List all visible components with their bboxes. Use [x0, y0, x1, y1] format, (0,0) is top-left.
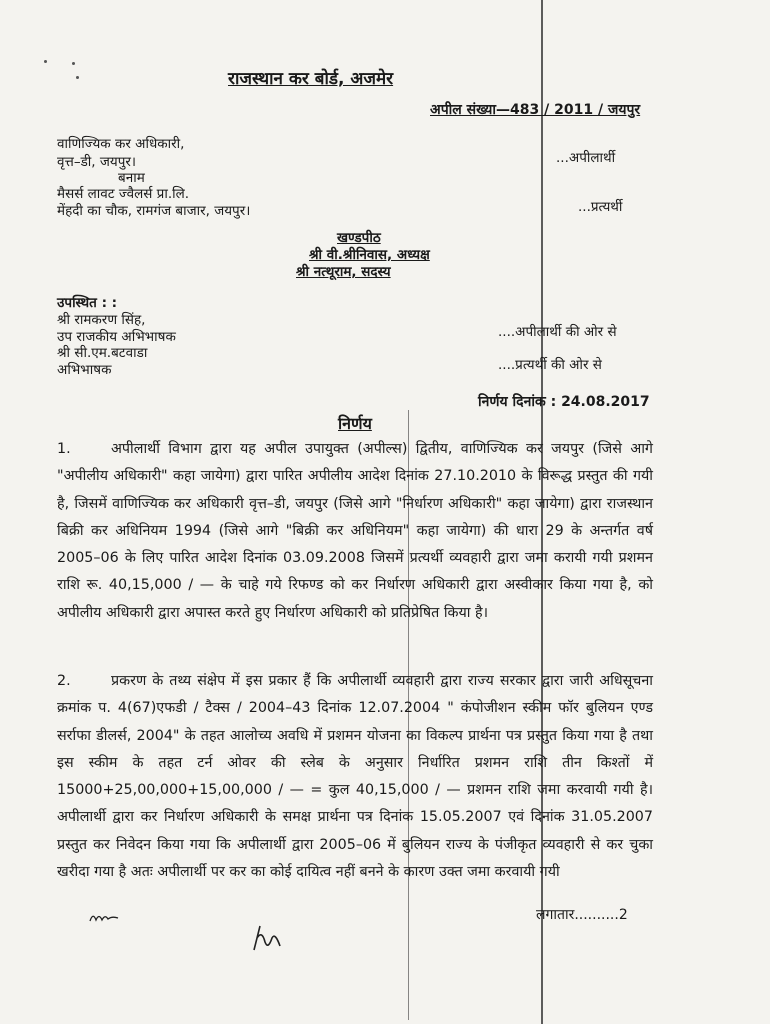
counsel-respondent-role: ....प्रत्यर्थी की ओर से — [498, 357, 602, 373]
bench-member-chair: श्री वी.श्रीनिवास, अध्यक्ष — [309, 247, 430, 263]
versus-label: बनाम — [118, 170, 145, 186]
decision-heading: निर्णय — [338, 414, 372, 433]
present-heading: उपस्थित : : — [57, 295, 118, 311]
counsel-appellant-title: उप राजकीय अभिभाषक — [57, 329, 176, 345]
paragraph-2 — [57, 668, 653, 886]
respondent-address: मेंहदी का चौक, रामगंज बाजार, जयपुर। — [57, 203, 251, 219]
counsel-respondent-name: श्री सी.एम.बटवाडा — [57, 345, 148, 361]
handwritten-signature — [248, 920, 284, 956]
continued-marker: लगातार..........2 — [536, 907, 628, 923]
appellant-address: वृत्त–डी, जयपुर। — [57, 154, 137, 170]
document-title: राजस्थान कर बोर्ड, अजमेर — [228, 69, 394, 89]
decision-date: निर्णय दिनांक : 24.08.2017 — [478, 394, 650, 410]
counsel-appellant-name: श्री रामकरण सिंह, — [57, 312, 146, 328]
counsel-appellant-role: ....अपीलार्थी की ओर से — [498, 324, 617, 340]
paragraph-text: प्रकरण के तथ्य संक्षेप में इस प्रकार हैं कि अपीलार्थी व्यवहारी द्वारा राज्य सरकार द्वारा जारी अधिसूचना क्रमांक प. 4(67)एफडी / टैक्स / 2004–43 दिनांक 12.07.2004 " कंपोजीशन स्कीम फॉर बुलियन एण्ड सर्राफा डीलर्स, 2004" के तहत आलोच्य अवधि में प्रशमन योजना का विकल्प प्रार्थना पत्र प्रस्तुत किया गया है तथा इस स्कीम के तहत टर्न ओवर की स्लेब के अनुसार निर्धारित प्रशमन राशि तीन किश्तों में 15000+25,00,000+15,00,000 / — = कुल 40,15,000 / — प्रशमन राशि जमा करवायी गयी है। अपीलार्थी द्वारा कर निर्धारण अधिकारी के समक्ष प्रार्थना पत्र दिनांक 15.05.2007 एवं दिनांक 31.05.2007 प्रस्तुत कर निवेदन किया गया कि अपीलार्थी द्वारा 2005–06 में बुलियन राज्य के पंजीकृत व्यवहारी से कर चुका खरीदा गया है अतः अपीलार्थी पर कर का कोई दायित्व नहीं बनने के कारण उक्त जमा करवायी गयी — [57, 673, 653, 881]
scan-speck — [44, 60, 47, 63]
scan-speck — [76, 76, 79, 79]
counsel-respondent-title: अभिभाषक — [57, 362, 112, 378]
initials-signature — [88, 908, 122, 926]
paragraph-number: 1. — [57, 441, 71, 457]
respondent-name: मैसर्स लावट ज्वैलर्स प्रा.लि. — [57, 186, 190, 202]
paragraph-number: 2. — [57, 673, 71, 689]
bench-member: श्री नत्थूराम, सदस्य — [296, 264, 391, 280]
appellant-role: ...अपीलार्थी — [556, 150, 616, 166]
appeal-number: अपील संख्या—483 / 2011 / जयपुर — [430, 102, 641, 118]
scan-speck — [72, 62, 75, 65]
paragraph-1 — [57, 436, 653, 627]
bench-heading: खण्डपीठ — [337, 230, 381, 246]
appellant-name: वाणिज्यिक कर अधिकारी, — [57, 136, 185, 152]
respondent-role: ...प्रत्यर्थी — [578, 199, 623, 215]
paragraph-text: अपीलार्थी विभाग द्वारा यह अपील उपायुक्त (अपील्स) द्वितीय, वाणिज्यिक कर जयपुर (जिसे आगे "अपीलीय अधिकारी" कहा जायेगा) द्वारा पारित अपीलीय आदेश दिनांक 27.10.2010 के विरूद्ध प्रस्तुत की गयी है, जिसमें वाणिज्यिक कर अधिकारी वृत्त–डी, जयपुर (जिसे आगे "निर्धारण अधिकारी" कहा जायेगा) द्वारा राजस्थान बिक्री कर अधिनियम 1994 (जिसे आगे "बिक्री कर अधिनियम" कहा जायेगा) की धारा 29 के अन्तर्गत वर्ष 2005–06 के लिए पारित आदेश दिनांक 03.09.2008 जिसमें प्रत्यर्थी व्यवहारी द्वारा जमा करायी गयी प्रशमन राशि रू. 40,15,000 / — के चाहे गये रिफण्ड को कर निर्धारण अधिकारी द्वारा अस्वीकार किया गया है, को अपीलीय अधिकारी द्वारा अपास्त करते हुए निर्धारण अधिकारी को प्रतिप्रेषित किया है। — [57, 441, 653, 621]
